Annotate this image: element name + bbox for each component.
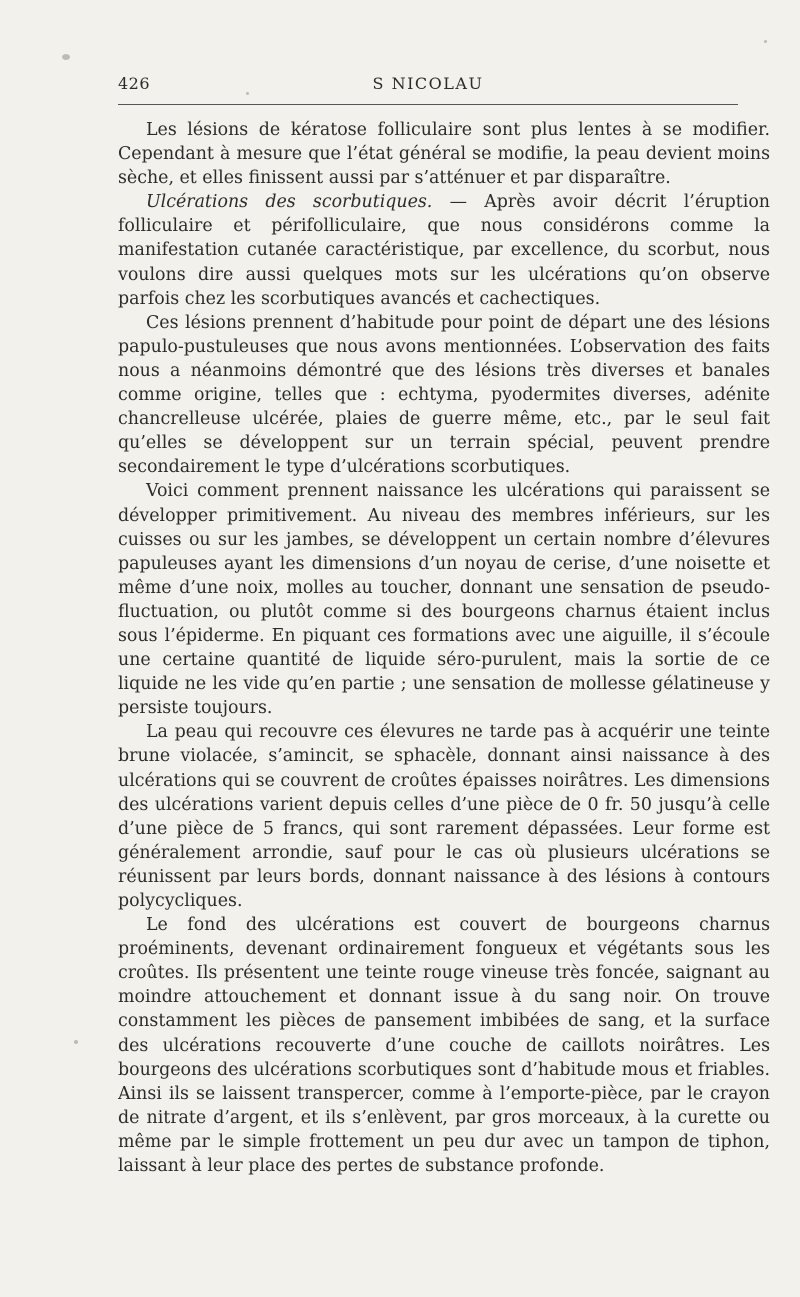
page-header bbox=[118, 74, 738, 98]
paragraph-6 bbox=[118, 913, 770, 1178]
section-title-ulcerations: Ulcérations des scorbutiques. bbox=[146, 192, 433, 213]
paragraph-5-text: La peau qui recouvre ces élevures ne tarde pas à acquérir une teinte brune violacée, s’amincit, se sphacèle, donnant ainsi naissance à des ulcérations qui se couvrent de croûtes épaisses noirâtres. Les dimensions des ulcérations varient depuis celles d’une pièce de 0 fr. 50 jusqu’à celle d’une pièce de 5 francs, qui sont rarement dépassées. Leur forme est généralement arrondie, sauf pour le cas où plusieurs ulcérations se réunissent par leurs bords, donnant naissance à des lésions à contours polycycliques. bbox=[118, 722, 770, 911]
paper-speck bbox=[246, 92, 249, 95]
paragraph-2 bbox=[118, 190, 770, 310]
body-text bbox=[118, 118, 770, 1178]
paper-speck bbox=[74, 1040, 78, 1044]
paragraph-5 bbox=[118, 720, 770, 913]
header-rule bbox=[118, 104, 738, 105]
paper-speck bbox=[764, 40, 767, 43]
paragraph-3 bbox=[118, 311, 770, 480]
page-number: 426 bbox=[118, 74, 151, 93]
paragraph-6-text: Le fond des ulcérations est couvert de bourgeons charnus proéminents, devenant ordinairement fongueux et végétants sous les croûtes. Ils présentent une teinte rouge vineuse très foncée, saignant au moindre attouchement et donnant issue à du sang noir. On trouve constamment les pièces de pansement imbibées de sang, et la surface des ulcérations recouverte d’une couche de caillots noirâtres. Les bourgeons des ulcérations scorbutiques sont d’habitude mous et friables. Ainsi ils se laissent transpercer, comme à l’emporte-pièce, par le crayon de nitrate d’argent, et ils s’enlèvent, par gros morceaux, à la curette ou même par le simple frottement un peu dur avec un tampon de tiphon, laissant à leur place des pertes de substance profonde. bbox=[118, 915, 770, 1177]
paragraph-1 bbox=[118, 118, 770, 190]
paragraph-4-text: Voici comment prennent naissance les ulcérations qui paraissent se développer primitivement. Au niveau des membres inférieurs, sur les cuisses ou sur les jambes, se développent un certain nombre d’élevures papuleuses ayant les dimensions d’un noyau de cerise, d’une noisette et même d’une noix, molles au toucher, donnant une sensation de pseudo-fluctuation, ou plutôt comme si des bourgeons charnus étaient inclus sous l’épiderme. En piquant ces formations avec une aiguille, il s’écoule une certaine quantité de liquide séro-purulent, mais la sortie de ce liquide ne les vide qu’en partie ; une sensation de mollesse gélatineuse y persiste toujours. bbox=[118, 481, 770, 719]
paragraph-2-text: — Après avoir décrit l’éruption folliculaire et périfolliculaire, que nous considérons comme la manifestation cutanée caractéristique, par excellence, du scorbut, nous voulons dire aussi quelques mots sur les ulcérations qu’on observe parfois chez les scorbutiques avancés et cachectiques. bbox=[118, 192, 770, 309]
running-title: S NICOLAU bbox=[372, 74, 484, 93]
paragraph-1-text: Les lésions de kératose folliculaire sont plus lentes à se modifier. Cependant à mesure que l’état général se modifie, la peau devient moins sèche, et elles finissent aussi par s’atténuer et par disparaître. bbox=[118, 120, 770, 189]
paragraph-3-text: Ces lésions prennent d’habitude pour point de départ une des lésions papulo-pustuleuses que nous avons mentionnées. L’observation des faits nous a néanmoins démontré que des lésions très diverses et banales comme origine, telles que : echtyma, pyodermites diverses, adénite chancrelleuse ulcérée, plaies de guerre même, etc., par le seul fait qu’elles se développent sur un terrain spécial, peuvent prendre secondairement le type d’ulcérations scorbutiques. bbox=[118, 312, 770, 478]
paper-speck bbox=[62, 54, 70, 60]
paragraph-4 bbox=[118, 479, 770, 720]
